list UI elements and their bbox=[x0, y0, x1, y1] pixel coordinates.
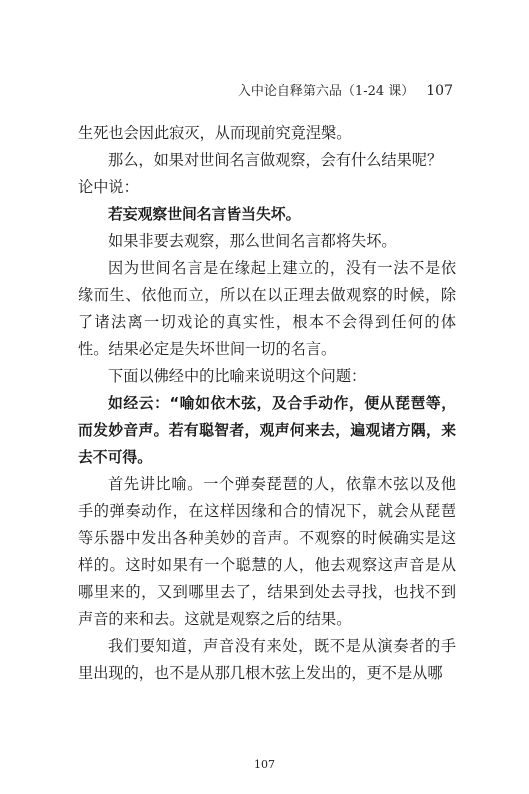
paragraph: 生死也会因此寂灭，从而现前究竟涅槃。 bbox=[78, 124, 352, 142]
paragraph: 下面以佛经中的比喻来说明这个问题： bbox=[108, 367, 367, 385]
paragraph: 我们要知道，声音没有来处，既不是从演奏者的手里出现的，也不是从那几根木弦上发出的，更不是从哪 bbox=[78, 637, 456, 682]
paragraph: 因为世间名言是在缘起上建立的，没有一法不是依缘而生、依他而立，所以在以正理去做观察的时候，除了诸法离一切戏论的真实性，根本不会得到任何的体性。结果必定是失坏世间一切的名言。 bbox=[78, 259, 456, 358]
header-page-number: 107 bbox=[426, 83, 453, 99]
paragraph: 首先讲比喻。一个弹奏琵琶的人，依靠木弦以及他手的弹奏动作，在这样因缘和合的情况下，就会从琵琶等乐器中发出各种美妙的音声。不观察的时候确实是这样的。这时如果有一个聪慧的人，他去观察这声音是从哪里来的，又到哪里去了，结果到处去寻找，也找不到声音的来和去。这就是观察之后的结果。 bbox=[78, 475, 456, 628]
paragraph: 论中说： bbox=[78, 178, 139, 196]
sutra-quote: 如经云：“喻如依木弦，及合手动作，便从琵琶等，而发妙音声。若有聪智者，观声何来去，遍观诸方隅，来去不可得。 bbox=[78, 395, 456, 466]
running-header bbox=[238, 80, 453, 99]
header-title: 入中论自释第六品（1-24 课） bbox=[237, 84, 415, 99]
verse-quote: 若妄观察世间名言皆当失坏。 bbox=[108, 206, 301, 223]
paragraph: 那么，如果对世间名言做观察，会有什么结果呢？ bbox=[108, 151, 443, 169]
page-body bbox=[78, 120, 456, 687]
footer-page-number: 107 bbox=[254, 758, 275, 771]
paragraph: 如果非要去观察，那么世间名言都将失坏。 bbox=[108, 232, 397, 250]
